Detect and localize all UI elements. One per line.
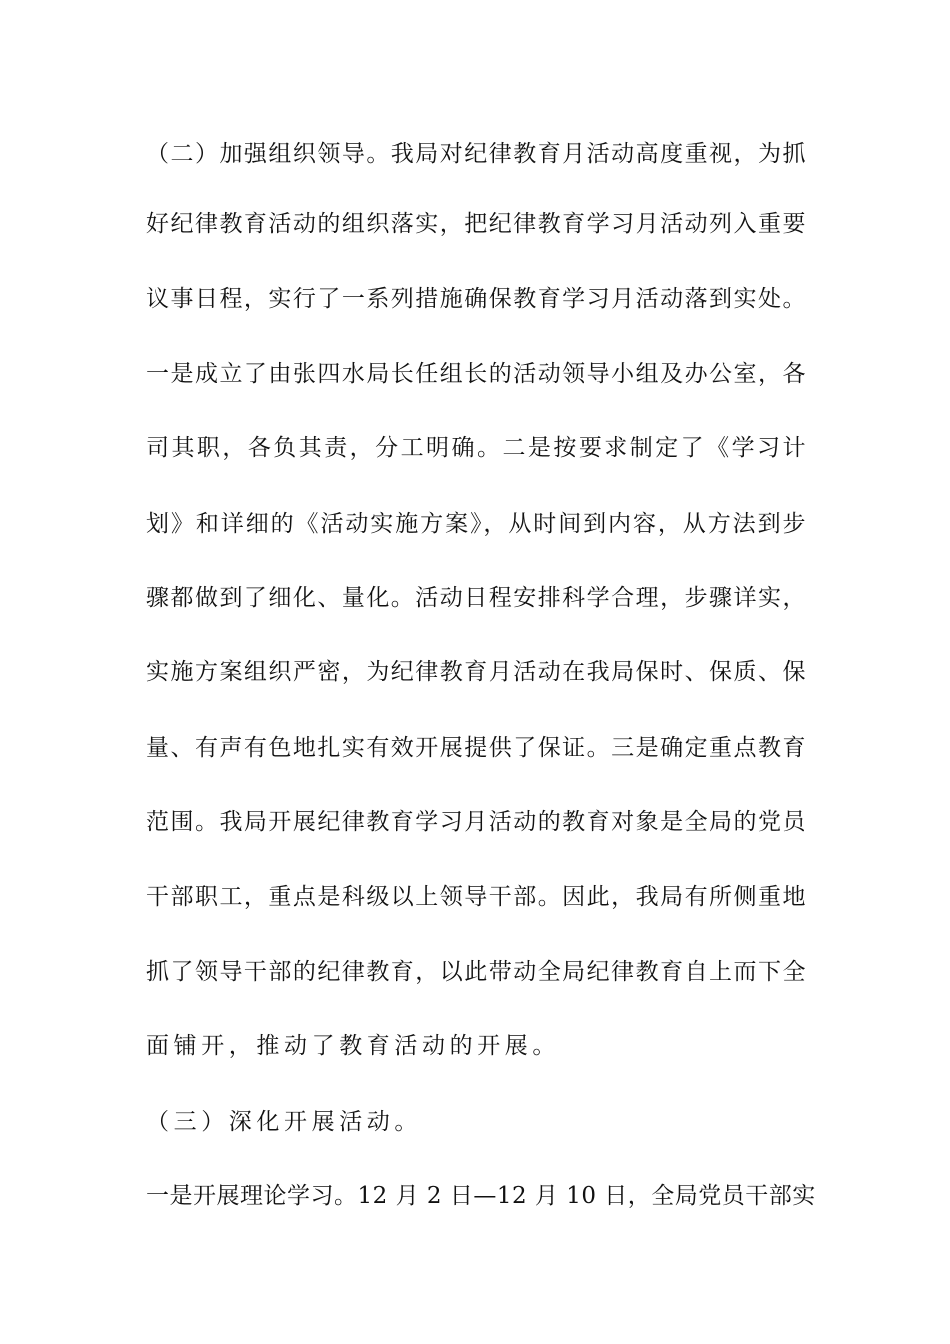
paragraph-line: 范围。我局开展纪律教育学习月活动的教育对象是全局的党员 — [146, 809, 806, 835]
paragraph-line: 一是开展理论学习。12 月 2 日—12 月 10 日，全局党员干部实 — [146, 1183, 816, 1209]
paragraph-line: 抓了领导干部的纪律教育，以此带动全局纪律教育自上而下全 — [146, 959, 806, 985]
paragraph-line: 骤都做到了细化、量化。活动日程安排科学合理，步骤详实， — [146, 585, 806, 611]
paragraph-line: 实施方案组织严密，为纪律教育月活动在我局保时、保质、保 — [146, 659, 806, 685]
section-heading: （三）深化开展活动。 — [146, 1109, 422, 1135]
paragraph-line: 司其职，各负其责，分工明确。二是按要求制定了《学习计 — [146, 435, 806, 461]
paragraph-line: 一是成立了由张四水局长任组长的活动领导小组及办公室，各 — [146, 361, 806, 387]
paragraph-line: （二）加强组织领导。我局对纪律教育月活动高度重视，为抓 — [146, 141, 806, 167]
paragraph-line: 议事日程，实行了一系列措施确保教育学习月活动落到实处。 — [146, 286, 806, 312]
paragraph-line: 划》和详细的《活动实施方案》，从时间到内容，从方法到步 — [146, 511, 806, 537]
paragraph-line: 面铺开，推动了教育活动的开展。 — [146, 1033, 560, 1059]
paragraph-line: 好纪律教育活动的组织落实，把纪律教育学习月活动列入重要 — [146, 211, 806, 237]
paragraph-line: 干部职工，重点是科级以上领导干部。因此，我局有所侧重地 — [146, 884, 806, 910]
paragraph-line: 量、有声有色地扎实有效开展提供了保证。三是确定重点教育 — [146, 735, 806, 761]
